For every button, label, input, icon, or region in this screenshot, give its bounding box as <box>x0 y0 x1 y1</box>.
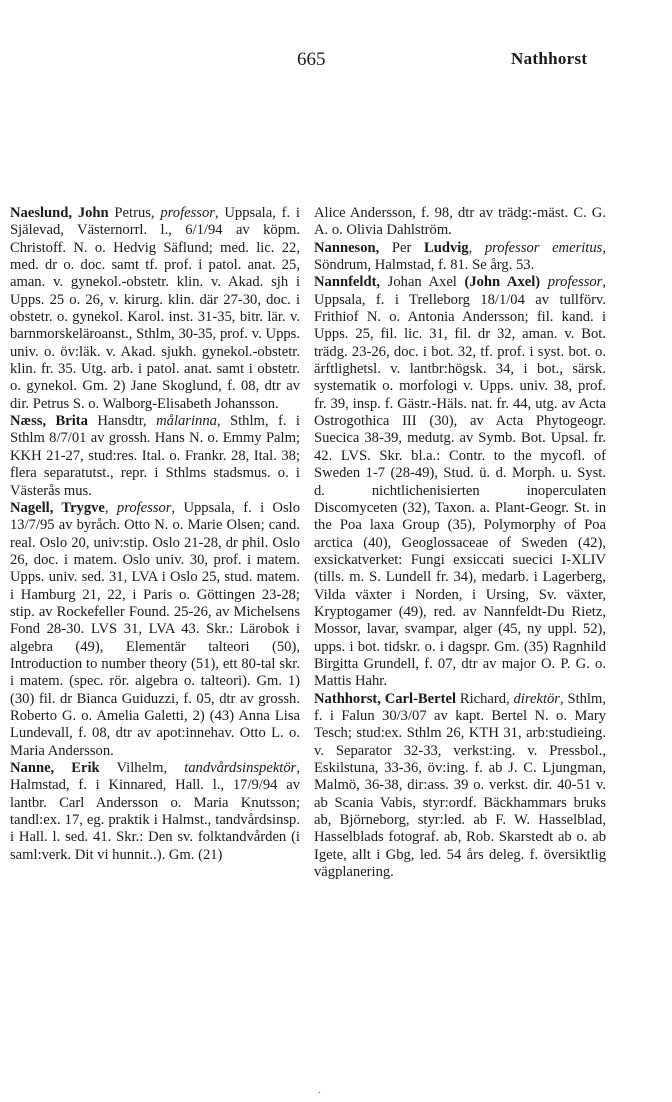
left-column <box>10 205 300 864</box>
entry-given-names: , <box>104 499 117 516</box>
entry-name: Nanneson, <box>314 239 380 256</box>
entry-title: målarinna <box>156 413 217 430</box>
entry-text: , Uppsala, f. i Trelleborg 18/1/04 av tullförv. Frithiof N. o. Antonia Andersson; fil. kand. i Upps. 25, fil. lic. 31, fil. dr 32, aman. v. Bot. trädg. 23-26, doc. i bot. 32, tf. prof. i syst. bot. o. ärftlighetsl. v. lantbr:högsk. 34, i bot., särsk. systematik o. morfologi v. Upps. univ. 38, prof. fr. 39, insp. f. Gästr.-Häls. nat. fr. 44, utg. av Acta Ostrogothica III (30), av Acta Phytogeogr. Suecica 38-39, medutg. av Symb. Bot. Upsal. fr. 42. LVS. Skr. bl.a.: Contr. to the mycofl. of Sweden 1-7 (28-49), Stud. ü. d. Morph. u. Syst. d. nichtlichenisierten inoperculaten Discomyceten (32), Taxon. a. Plant-Geogr. St. in the Poa laxa Group (35), Polymorphy of Poa arctica (40), Geoglossaceae of Sweden (42), exsickatverket: Fungi exsiccati suecici I-XLIV (tills. m. S. Lundell fr. 34), medarb. i Lagerberg, Vilda växter i Norden, i Ursing, Sv. växter, Kryptogamer (49), red. av Nannfeldt-Du Rietz, Mossor, lavar, svampar, alger (45, ny uppl. 52), upps. i bot. tidskr. o. i dagspr. Gm. (35) Ragnhild Birgitta Grundell, f. 07, dtr av major O. P. G. o. Mattis Hahr. <box>314 274 607 690</box>
entry-title: professor emeritus <box>484 239 603 256</box>
entry-given-names: Richard, <box>456 690 514 707</box>
entry-name: Nathhorst, Carl-Bertel <box>314 690 457 707</box>
right-column <box>314 205 606 881</box>
entry-text: Alice Andersson, f. 98, dtr av trädg:-mäst. C. G. A. o. Olivia Dahlström. <box>314 205 606 239</box>
entry-given-names: Hansdtr, <box>87 413 157 430</box>
entry-title: direktör <box>513 690 560 707</box>
entry-title: professor <box>547 274 603 291</box>
entry-title: professor <box>116 499 172 516</box>
biography-entry: Nanneson, Per Ludvig, professor emeritus, Söndrum, Halmstad, f. 81. Se årg. 53. <box>314 239 606 274</box>
entry-given-names: Per <box>379 239 424 256</box>
entry-text: , Uppsala, f. i Oslo 13/7/95 av byråch. Otto N. o. Marie Olsen; cand. real. Oslo 20, univ:stip. Oslo 21-28, dr phil. Oslo 26, doc. i matem. Oslo univ. 30, prof. i matem. Upps. univ. sed. 31, LVA i Oslo 25, stud. matem. i Hamburg 21, 22, i Paris o. Göttingen 23-28; stip. av Rockefeller Found. 25-26, av Michelsens Fond 28-30. LVS 31, LVA 43. Skr.: Lärobok i algebra (49), Elementär talteori (50), Introduction to number theory (51), ett 80-tal skr. i matem. (spec. rör. algebra o. talteori). Gm. 1) (30) fil. dr Bianca Guiduzzi, f. 05, dtr av grossh. Roberto G. o. Amelia Galetti, 2) (43) Anna Lisa Lundevall, f. 08, dtr av apot:innehav. Otto L. o. Maria Andersson. <box>10 499 301 759</box>
entry-name: Næss, Brita <box>10 413 88 430</box>
entry-text: , Sthlm, f. i Sthlm 8/7/01 av grossh. Hans N. o. Emmy Palm; KKH 21-27, stud:res. Ital. o. Frankr. 28, Ital. 38; flera separatutst., repr. i Sthlms stadsmus. o. i Västerås mus. <box>10 413 300 499</box>
entry-call-name: Ludvig <box>423 239 469 256</box>
biography-entry <box>10 500 300 760</box>
entry-text: , Sthlm, f. i Falun 30/3/07 av kapt. Bertel N. o. Mary Tesch; stud:ex. Sthlm 26, KTH 31, arb:studieing. v. Separator 32-33, verkst:ing. v. Pressbol., Eskilstuna, 33-36, öv:ing. f. ab J. C. Ljungman, Malmö, 36-38, dir:ass. 39 o. verkst. dir. 40-51 v. ab Scania Vabis, styr:ordf. Bäckhammars bruks ab, Björneborg, styr:led. ab F. W. Hasselblad, Hasselblads fotograf. ab, Rob. Skarstedt ab o. ab Igete, allt i Gbg, led. 54 års deleg. f. översiktlig vägplanering. <box>314 690 606 881</box>
biography-entry <box>10 760 300 864</box>
entry-call-name: (John Axel) <box>464 274 541 291</box>
page-number: 665 <box>297 49 326 70</box>
entry-text: , Halmstad, f. i Kinnared, Hall. l., 17/9/94 av lantbr. Carl Andersson o. Maria Knutsson; tandl:ex. 17, eg. praktik i Halmst., tandvårdsinsp. i Hall. l. sed. 41. Skr.: Den sv. folktandvården (i saml:verk. Dit vi hunnit..). Gm. (21) <box>10 760 300 863</box>
entry-name: Nannfeldt, <box>314 274 381 291</box>
biography-entry <box>10 205 300 413</box>
biography-entry <box>10 413 300 500</box>
running-headword: Nathhorst <box>511 49 588 68</box>
biography-entry <box>314 691 606 882</box>
entry-given-names: Petrus, <box>108 205 161 221</box>
entry-text: , Söndrum, Halmstad, f. 81. Se årg. 53. <box>314 239 606 274</box>
entry-text: , Uppsala, f. i Själevad, Västernorrl. l., 6/1/94 av köpm. Christoff. N. o. Hedvig Säflund; med. lic. 22, med. dr o. doc. samt tf. prof. i patol. anat. 25, aman. v. gynekol.-obstetr. klin. v. Akad. sjh i Upps. 25 o. 26, v. kirurg. klin. där 27-30, doc. i obstetr. o. gynekol. Karol. inst. 31-35, bitr. lär. v. barnmorskeläroanst., Sthlm, 30-35, prof. v. Upps. univ. o. öv:läk. v. Akad. sjukh. gynekol.-obstetr. klin. fr. 35. Utg. arb. i patol. anat. samt i obstetr. o. gynekol. Gm. 2) Jane Skoglund, f. 08, dtr av dir. Petrus S. o. Walborg-Elisabeth Johansson. <box>10 205 300 412</box>
entry-title: professor <box>160 205 215 221</box>
biography-entry-continuation <box>314 205 606 240</box>
entry-given-names: Johan Axel <box>380 274 465 291</box>
biography-entry <box>314 274 606 690</box>
entry-name: Nanne, Erik <box>10 760 100 776</box>
entry-name: Nagell, Trygve <box>10 499 105 516</box>
entry-title: tandvårdsinspektör <box>184 760 297 776</box>
entry-given-names: Vilhelm, <box>99 760 185 776</box>
entry-name: Naeslund, John <box>10 205 109 221</box>
print-mark-dot: · <box>318 1088 322 1099</box>
